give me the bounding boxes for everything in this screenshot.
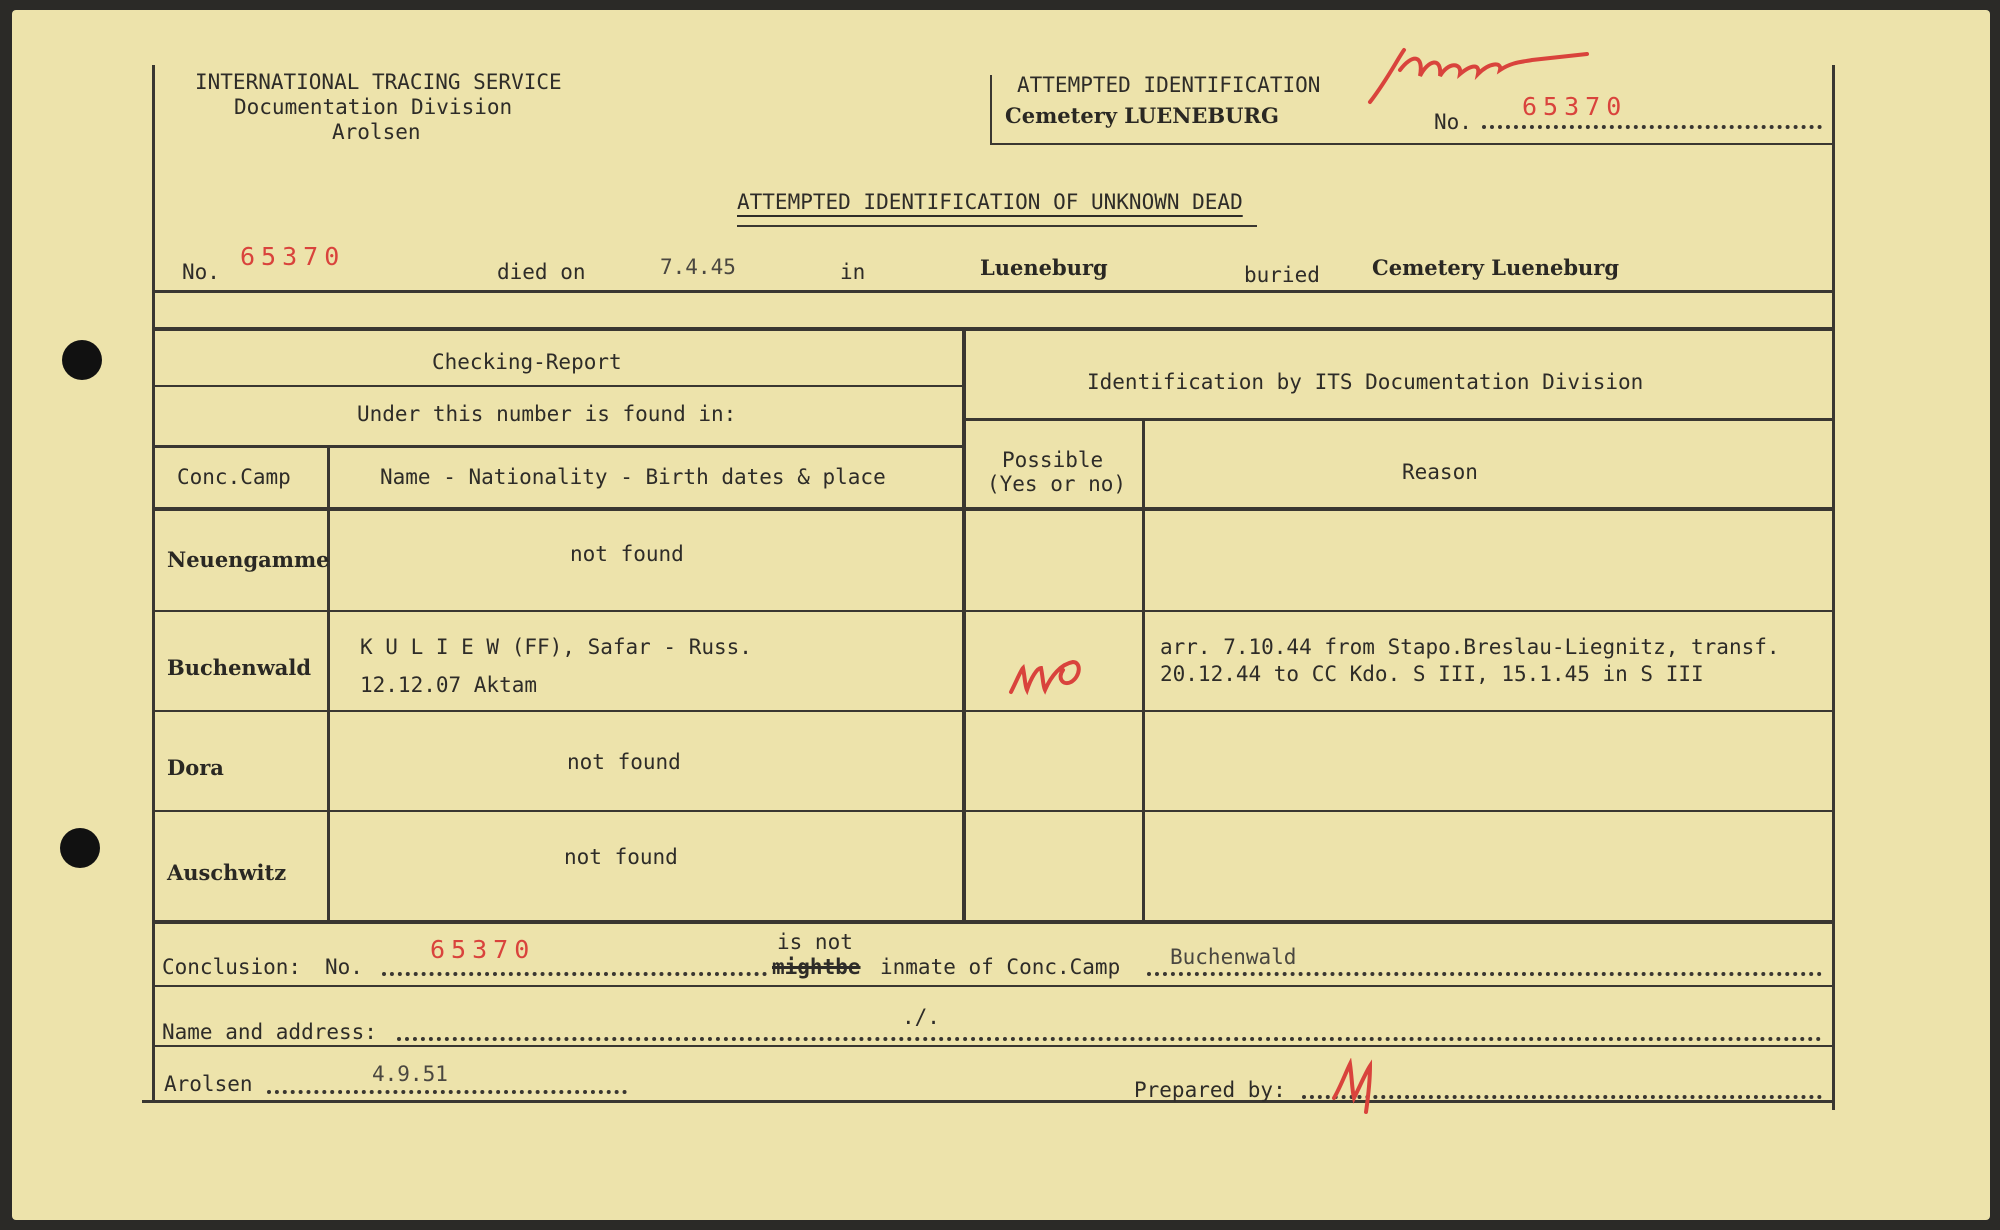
col-camp-header: Conc.Camp [177, 465, 291, 489]
col-possible-header-2: (Yes or no) [987, 472, 1127, 496]
table-top-line [152, 327, 1835, 331]
org-line1: INTERNATIONAL TRACING SERVICE [195, 70, 562, 94]
checking-subtitle-line [152, 445, 964, 448]
conclusion-no-value: 65370 [430, 935, 536, 964]
header-no-label: No. [1434, 110, 1472, 134]
camp-neuengamme: Neuengamme [167, 547, 330, 572]
header-bottom-line [990, 143, 1835, 145]
table-header-line [152, 507, 1835, 511]
frame-bottom [142, 1100, 1835, 1103]
checking-title: Checking-Report [432, 350, 622, 374]
record-no-label: No. [182, 260, 220, 284]
row4-name: not found [564, 845, 678, 869]
table-bottom-line [152, 920, 1835, 924]
col-reason-header: Reason [1402, 460, 1478, 484]
org-line3: Arolsen [332, 120, 421, 144]
buried-label: buried [1244, 263, 1320, 287]
header-no-value: 65370 [1522, 92, 1628, 121]
identification-title-line [964, 418, 1835, 421]
conclusion-camp-value: Buchenwald [1170, 945, 1297, 969]
camp-dora: Dora [167, 755, 224, 780]
conclusion-line [152, 985, 1835, 987]
conclusion-mightbe-struck: mightbe [772, 955, 861, 979]
row2-line [152, 710, 1835, 712]
form-title: ATTEMPTED IDENTIFICATION OF UNKNOWN DEAD [737, 190, 1243, 214]
col-divider-possible [1142, 420, 1145, 922]
frame-right [1832, 65, 1835, 1110]
row1-name: not found [570, 542, 684, 566]
name-address-value: ./. [902, 1005, 940, 1029]
conclusion-camp-dots [1147, 972, 1822, 976]
camp-buchenwald: Buchenwald [167, 655, 312, 680]
header-divider [990, 75, 992, 143]
cemetery-label: Cemetery LUENEBURG [1005, 103, 1279, 128]
frame-left [152, 65, 155, 1100]
row1-line [152, 610, 1835, 612]
punch-hole-bottom [60, 828, 100, 868]
checking-title-line [152, 385, 964, 387]
table-divider-middle [962, 327, 966, 922]
col-divider-camp [327, 445, 330, 922]
prepared-by-label: Prepared by: [1134, 1078, 1286, 1102]
row2-name-line1: K U L I E W (FF), Safar - Russ. [360, 635, 752, 659]
conclusion-inmate-text: inmate of Conc.Camp [880, 955, 1121, 979]
col-name-header: Name - Nationality - Birth dates & place [380, 465, 886, 489]
org-line2: Documentation Division [234, 95, 513, 119]
right-title: ATTEMPTED IDENTIFICATION [1017, 73, 1321, 97]
possible-no-handwritten [1007, 650, 1087, 700]
row2-name-line2: 12.12.07 Aktam [360, 673, 538, 697]
conclusion-no-dots [382, 972, 767, 976]
conclusion-label: Conclusion: [162, 955, 302, 979]
prepared-by-signature [1328, 1058, 1388, 1118]
header-no-dots [1482, 125, 1822, 129]
row3-name: not found [567, 750, 681, 774]
in-label: in [840, 260, 866, 284]
checking-subtitle: Under this number is found in: [357, 402, 737, 426]
record-line [152, 290, 1835, 293]
in-value: Lueneburg [980, 255, 1108, 280]
buried-value: Cemetery Lueneburg [1372, 255, 1620, 280]
none-annotation [1362, 40, 1592, 110]
name-address-dots [397, 1037, 1822, 1041]
died-label: died on [497, 260, 586, 284]
name-address-label: Name and address: [162, 1020, 377, 1044]
row2-reason-line2: 20.12.44 to CC Kdo. S III, 15.1.45 in S III [1160, 662, 1704, 686]
title-double-underline [737, 225, 1257, 227]
died-value: 7.4.45 [660, 255, 736, 279]
punch-hole-top [62, 340, 102, 380]
footer-date-dots [267, 1090, 627, 1094]
footer-place: Arolsen [164, 1072, 253, 1096]
col-possible-header-1: Possible [1002, 448, 1104, 472]
conclusion-is-not: is not [777, 930, 853, 954]
record-no-value: 65370 [240, 242, 346, 271]
conclusion-no-label: No. [325, 955, 363, 979]
camp-auschwitz: Auschwitz [167, 860, 287, 885]
name-address-line [152, 1045, 1835, 1047]
identification-card [12, 10, 1990, 1220]
footer-date: 4.9.51 [372, 1062, 448, 1086]
row3-line [152, 810, 1835, 812]
identification-title: Identification by ITS Documentation Division [1087, 370, 1644, 394]
row2-reason-line1: arr. 7.10.44 from Stapo.Breslau-Liegnitz, transf. [1160, 635, 1780, 659]
